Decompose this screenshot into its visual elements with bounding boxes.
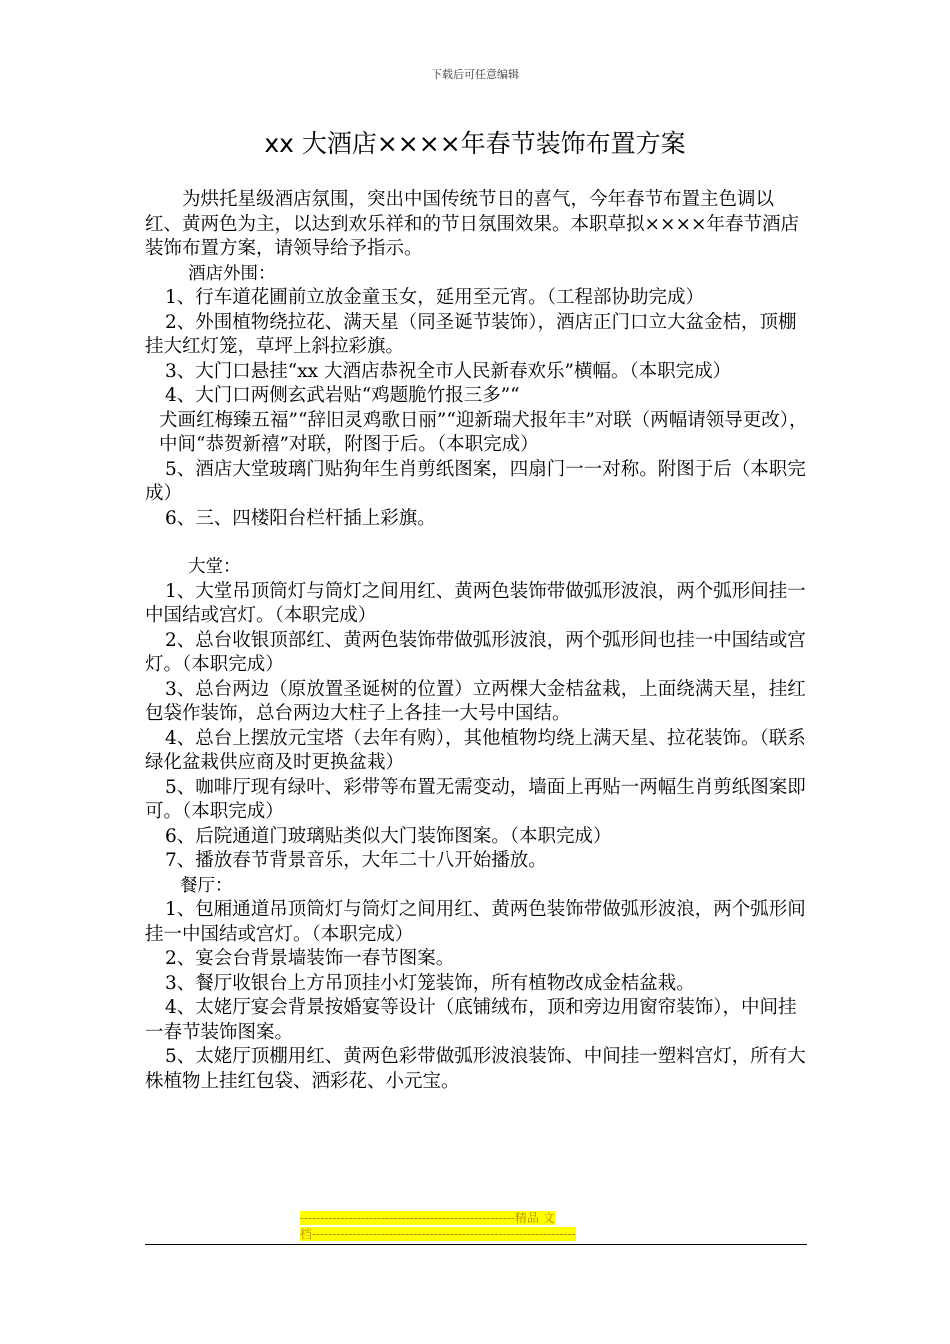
footer-line-2: 档-----------------------------------------------------------------: [300, 1227, 576, 1241]
list-item: 3、餐厅收银台上方吊顶挂小灯笼装饰，所有植物改成金桔盆栽。: [165, 972, 695, 994]
list-item: 5、太姥厅顶棚用红、黄两色彩带做弧形波浪装饰、中间挂一塑料宫灯，所有大株植物上挂红包袋、洒彩花、小元宝。: [145, 1046, 806, 1092]
list-item: 1、包厢通道吊顶筒灯与筒灯之间用红、黄两色装饰带做弧形波浪，两个弧形间挂一中国结或宫灯。（本职完成）: [145, 899, 806, 945]
section-heading-restaurant: 餐厅：: [180, 875, 233, 896]
list-item: 7、播放春节背景音乐，大年二十八开始播放。: [165, 850, 547, 871]
list-item: 1、行车道花圃前立放金童玉女，延用至元宵。（工程部协助完成）: [165, 287, 705, 308]
list-item: 2、宴会台背景墙装饰一春节图案。: [165, 948, 455, 969]
list-item: 1、大堂吊顶筒灯与筒灯之间用红、黄两色装饰带做弧形波浪，两个弧形间挂一中国结或宫灯。（本职完成）: [145, 580, 806, 626]
list-item: 2、总台收银顶部红、黄两色装饰带做弧形波浪，两个弧形间也挂一中国结或宫灯。（本职完成）: [145, 629, 806, 675]
footer-watermark: [300, 1210, 650, 1242]
list-item: 3、大门口悬挂“xx 大酒店恭祝全市人民新春欢乐”横幅。（本职完成）: [165, 360, 732, 382]
list-item: 4、大门口两侧玄武岩贴“鸡题脆竹报三多”“: [165, 385, 520, 406]
list-item: 5、酒店大堂玻璃门贴狗年生肖剪纸图案，四扇门一一对称。附图于后（本职完成）: [145, 458, 806, 504]
intro-paragraph: 为烘托星级酒店氛围，突出中国传统节日的喜气，今年春节布置主色调以红、黄两色为主，以达到欢乐祥和的节日氛围效果。本职草拟××××年春节酒店装饰布置方案，请领导给予指示。: [145, 189, 800, 259]
spacer: [145, 531, 810, 555]
list-item: 3、总台两边（原放置圣诞树的位置）立两棵大金桔盆栽，上面绕满天星，挂红包袋作装饰，总台两边大柱子上各挂一大号中国结。: [145, 678, 806, 724]
document-title: xx 大酒店××××年春节装饰布置方案: [264, 129, 686, 158]
footer-line-1: -----------------------------------------------------精品 文: [300, 1211, 555, 1225]
section-heading-exterior: 酒店外围：: [188, 263, 276, 284]
list-item: 2、外围植物绕拉花、满天星（同圣诞节装饰），酒店正门口立大盆金桔，顶棚挂大红灯笼，草坪上斜拉彩旗。: [145, 311, 797, 357]
list-item: 6、三、四楼阳台栏杆插上彩旗。: [165, 507, 436, 529]
list-item: 4、太姥厅宴会背景按婚宴等设计（底铺绒布，顶和旁边用窗帘装饰），中间挂一春节装饰图案。: [145, 997, 797, 1043]
list-item-continuation: 犬画红梅臻五福”“辞旧灵鸡歌日丽”“迎新瑞犬报年丰”对联（两幅请领导更改），中间“恭贺新禧”对联，附图于后。（本职完成）: [159, 409, 808, 455]
list-item: 6、后院通道门玻璃贴类似大门装饰图案。（本职完成）: [165, 825, 612, 847]
header-note: 下载后可任意编辑: [431, 68, 519, 81]
footer-divider: [145, 1244, 807, 1245]
list-item: 4、总台上摆放元宝塔（去年有购），其他植物均绕上满天星、拉花装饰。（联系绿化盆栽供应商及时更换盆栽）: [145, 727, 806, 773]
document-body: [145, 188, 810, 1094]
list-item: 5、咖啡厅现有绿叶、彩带等布置无需变动，墙面上再贴一两幅生肖剪纸图案即可。（本职完成）: [145, 776, 806, 822]
section-heading-lobby: 大堂：: [188, 557, 241, 577]
